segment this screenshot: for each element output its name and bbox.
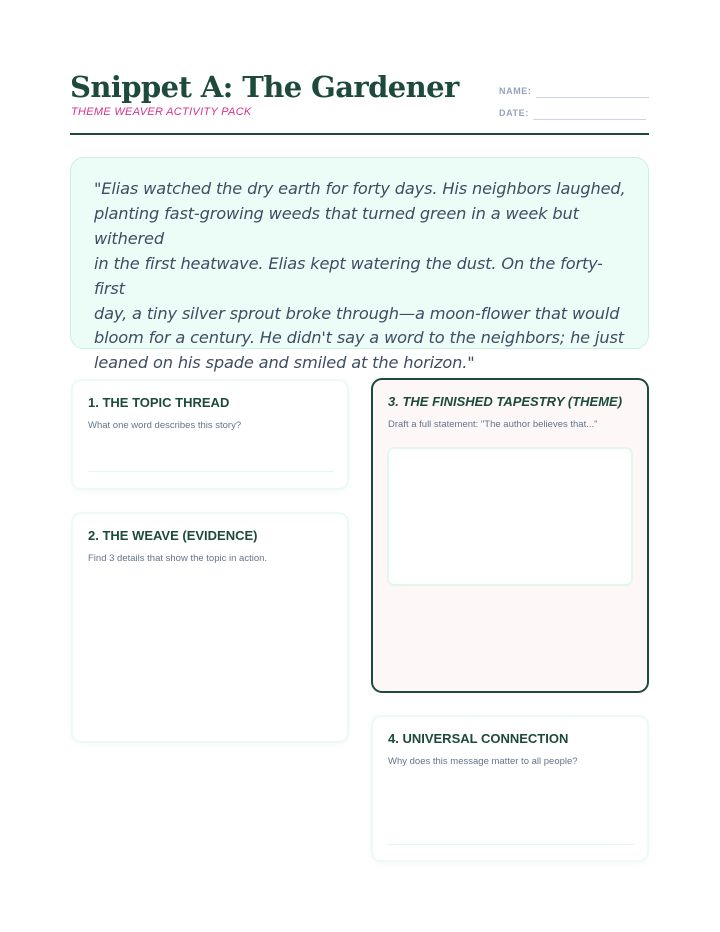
universal-connection-prompt: Why does this message matter to all people? xyxy=(388,756,578,767)
topic-thread-prompt: What one word describes this story? xyxy=(88,420,242,431)
weave-evidence-prompt: Find 3 details that show the topic in action. xyxy=(88,553,268,564)
universal-connection-card xyxy=(371,715,649,862)
topic-answer-line[interactable] xyxy=(88,471,334,472)
passage-line: bloom for a century. He didn't say a word to the neighbors; he just xyxy=(94,328,624,348)
passage-line: planting fast-growing weeds that turned green in a week but withered xyxy=(94,203,579,248)
universal-connection-title: 4. UNIVERSAL CONNECTION xyxy=(388,731,569,746)
passage-line: "Elias watched the dry earth for forty days. His neighbors laughed, xyxy=(94,179,626,198)
date-field[interactable] xyxy=(533,119,646,120)
weave-evidence-card xyxy=(71,512,349,743)
worksheet-title: Snippet A: The Gardener xyxy=(70,70,459,104)
theme-statement-box[interactable] xyxy=(387,447,633,586)
passage-line: day, a tiny silver sprout broke through—a moon-flower that would xyxy=(94,303,620,323)
connection-answer-line[interactable] xyxy=(388,844,634,845)
worksheet-subtitle: THEME WEAVER ACTIVITY PACK xyxy=(71,106,252,118)
passage-line: leaned on his spade and smiled at the horizon." xyxy=(94,353,475,373)
header-divider xyxy=(70,133,649,135)
date-label: DATE: xyxy=(499,108,529,118)
name-field[interactable] xyxy=(536,97,649,98)
finished-tapestry-title: 3. THE FINISHED TAPESTRY (THEME) xyxy=(388,394,623,409)
topic-thread-card xyxy=(71,379,349,490)
passage-box xyxy=(70,157,649,373)
finished-tapestry-card xyxy=(371,378,649,693)
finished-tapestry-prompt: Draft a full statement: "The author believes that..." xyxy=(388,419,598,430)
passage-line: in the first heatwave. Elias kept watering the dust. On the forty-first xyxy=(94,253,603,298)
topic-thread-title: 1. THE TOPIC THREAD xyxy=(88,395,230,410)
passage-text xyxy=(94,177,626,376)
weave-evidence-title: 2. THE WEAVE (EVIDENCE) xyxy=(88,528,258,543)
evidence-answer-area[interactable] xyxy=(88,580,334,730)
name-label: NAME: xyxy=(499,86,532,96)
